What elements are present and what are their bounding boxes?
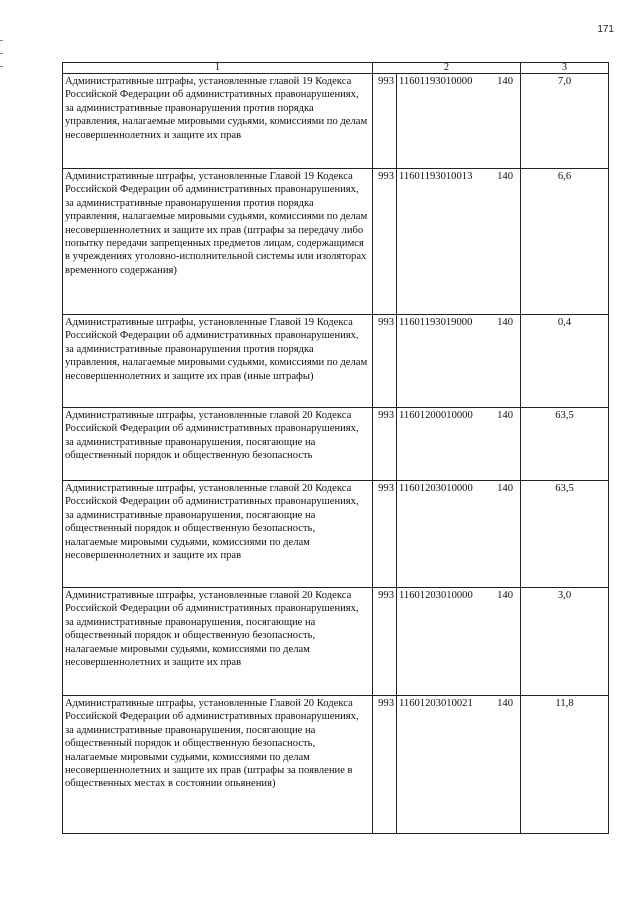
kbk-subcode: 140 [497, 410, 513, 421]
row-kbk-code [397, 588, 521, 696]
row-amount: 6,6 [521, 169, 609, 315]
kbk-main: 11601193010013 [399, 171, 473, 182]
row-amount: 7,0 [521, 74, 609, 169]
row-amount: 0,4 [521, 315, 609, 408]
table-row [63, 315, 609, 408]
kbk-subcode: 140 [497, 590, 513, 601]
kbk-main: 11601203010021 [399, 698, 473, 709]
kbk-main: 11601193019000 [399, 317, 473, 328]
row-description: Административные штрафы, установленные главой 19 Кодекса Российской Федерации об административных правонарушениях, за административные правонарушения против порядка управления, налагаемые мировыми судьями, комиссиями по делам несовершеннолетних и защите их прав [63, 74, 373, 169]
row-kbk-code [397, 481, 521, 588]
row-description: Административные штрафы, установленные Главой 20 Кодекса Российской Федерации об административных правонарушениях, за административные правонарушения, посягающие на общественный порядок и общественную безопасность, налагаемые мировыми судьями, комиссиями по делам несовершеннолетних и защите их прав (штрафы за появление в общественных местах в состоянии опьянения) [63, 696, 373, 834]
header-col-3: 3 [521, 63, 609, 74]
row-kbk-code [397, 315, 521, 408]
kbk-main: 11601203010000 [399, 590, 473, 601]
scan-edge-marks [0, 40, 4, 100]
row-description: Административные штрафы, установленные главой 20 Кодекса Российской Федерации об административных правонарушениях, за административные правонарушения, посягающие на общественный порядок и общественную безопасность, налагаемые мировыми судьями, комиссиями по делам несовершеннолетних и защите их прав [63, 481, 373, 588]
row-admin-code: 993 [373, 169, 397, 315]
row-admin-code: 993 [373, 696, 397, 834]
page-number: 171 [597, 24, 614, 35]
kbk-subcode: 140 [497, 483, 513, 494]
row-kbk-code [397, 169, 521, 315]
row-amount: 63,5 [521, 408, 609, 481]
row-kbk-code [397, 408, 521, 481]
kbk-subcode: 140 [497, 317, 513, 328]
table-row [63, 588, 609, 696]
table-row [63, 169, 609, 315]
row-amount: 11,8 [521, 696, 609, 834]
table-row [63, 74, 609, 169]
row-description: Административные штрафы, установленные Главой 19 Кодекса Российской Федерации об административных правонарушениях, за административные правонарушения против порядка управления, налагаемые мировыми судьями, комиссиями по делам несовершеннолетних и защите их прав (иные штрафы) [63, 315, 373, 408]
table-row [63, 481, 609, 588]
row-kbk-code [397, 74, 521, 169]
row-description: Административные штрафы, установленные главой 20 Кодекса Российской Федерации об административных правонарушениях, за административные правонарушения, посягающие на общественный порядок и общественную безопасность, налагаемые мировыми судьями, комиссиями по делам несовершеннолетних и защите их прав [63, 588, 373, 696]
row-admin-code: 993 [373, 588, 397, 696]
row-amount: 63,5 [521, 481, 609, 588]
kbk-main: 11601193010000 [399, 76, 473, 87]
row-description: Административные штрафы, установленные Главой 19 Кодекса Российской Федерации об административных правонарушениях, за административные правонарушения против порядка управления, налагаемые мировыми судьями, комиссиями по делам несовершеннолетних и защите их прав (штрафы за передачу либо попытку передачи запрещенных предметов лицам, содержащимся в учреждениях уголовно-исполнительной системы или изоляторах временного содержания) [63, 169, 373, 315]
row-description: Административные штрафы, установленные главой 20 Кодекса Российской Федерации об административных правонарушениях, за административные правонарушения, посягающие на общественный порядок и общественную безопасность [63, 408, 373, 481]
table-row [63, 696, 609, 834]
row-admin-code: 993 [373, 74, 397, 169]
kbk-main: 11601200010000 [399, 410, 473, 421]
kbk-subcode: 140 [497, 171, 513, 182]
row-amount: 3,0 [521, 588, 609, 696]
kbk-subcode: 140 [497, 76, 513, 87]
header-col-1: 1 [63, 63, 373, 74]
kbk-subcode: 140 [497, 698, 513, 709]
row-kbk-code [397, 696, 521, 834]
row-admin-code: 993 [373, 315, 397, 408]
header-col-2: 2 [373, 63, 521, 74]
row-admin-code: 993 [373, 481, 397, 588]
revenue-table [62, 62, 609, 834]
kbk-main: 11601203010000 [399, 483, 473, 494]
row-admin-code: 993 [373, 408, 397, 481]
table-header-row [63, 63, 609, 74]
table-row [63, 408, 609, 481]
